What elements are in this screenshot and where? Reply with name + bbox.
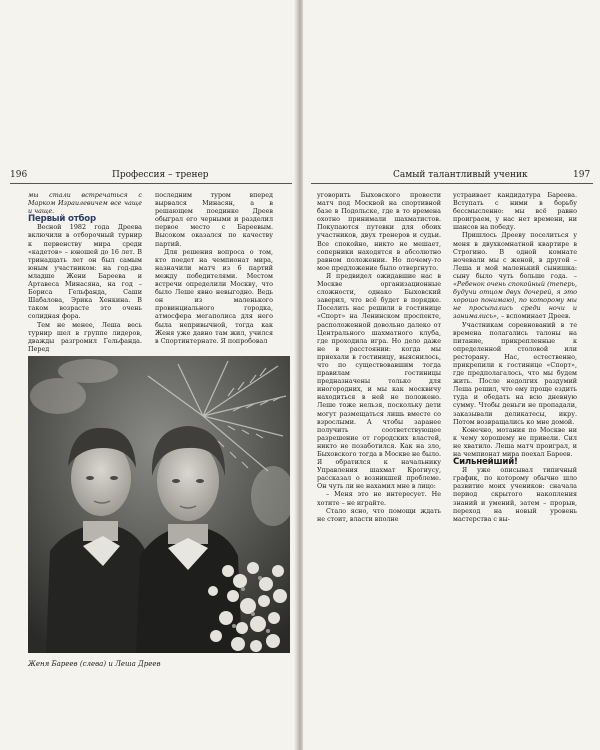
section-heading-first-selection: Первый отбор [28,214,96,225]
photo-bareev-dreev [28,356,290,653]
paragraph: Я предвидел ожидавшие нас в Москве организационные сложности, однако Быховский заверил, что всё будет в порядке. Поселить нас решили в гостинице «Спорт» на Ленинском проспекте, расположенной довольно далеко от Центрального шахматного клуба, где проходила игра. Но дело даже не в расстоянии: когда мы приехали в гостиницу, выяснилось, что по существовавшим тогда правилам гостиницы предназначены только для иногородних, и мы как москвичу находиться в ней не положено. Леше тоже нельзя, поскольку дети могут размещаться лишь вместе со взрослыми. А чтобы заранее получить соответствующее разрешение от городских властей, никто не позаботился. Как на зло, Быховского тогда в Москве не было. Я обратился к начальнику Управления шахмат Крогиусу, рассказал о возникшей проблеме. Он чуть ли не нахамил мне в лицо: [317,271,441,491]
right-page [303,0,600,750]
paragraph: – Меня это не интересует. Не хотите – не играйте. [317,490,441,507]
right-column-1 [317,191,441,523]
paragraph: Тем не менее, Леша весь турнир шел в группе лидеров, дважды разгромил Гельфанда. Перед [28,320,142,353]
right-running-head: Самый талантливый ученик [393,170,528,180]
section-heading-strongest: Сильнейший! [453,457,518,468]
paragraph: последним туром вперед вырвался Минасян, а в решающем поединке Дреев обыграл его черными и разделил первое место с Бареевым. Высоком оказался по качеству партий. [155,191,273,248]
paragraph: уговорить Быховского провести матч под Москвой на спортивной базе в Подольске, где в то времена охотно принимали шахматистов. Покупаются путевки для обоих участников, двух тренеров и судьи. Все спокойно, никто не мешает, соперники находятся в абсолютно равном положении. Но почему-то мое предложение было отвергнуто. [317,191,441,272]
paragraph: Я уже описывал типичный график, по которому обычно шло развитие моих учеников: сначала период скрытого накопления знаний и умений, затем – прорыв, переход на новый уровень мастерства с вы- [453,466,577,523]
left-column-2 [155,191,273,345]
left-page-number: 196 [10,170,28,180]
paragraph: Стало ясно, что помощи ждать не стоит, власти вполне [317,506,441,523]
intro-paragraph: мы стали встречаться с Марком Израилевичем все чаще и чаще. [28,191,142,216]
paragraph: Конечно, мотания по Москве ни к чему хорошему не привели. Сил не хватило. Леша матч проиграл, и на чемпионат мира поехал Бареев. [453,425,577,458]
paragraph: Весной 1982 года Дреева включили в отборочный турнир к первенству мира среди «кадетов» – юношей до 16 лет. В тринадцать лет он был самым юным участником: на год-два младше Жени Бареева и Артавеса Минасяна, на год – Бориса Гельфанда, Саши Шабалова, Эрика Хенкина. В таком возрасте это очень солидная фора. [28,223,142,321]
paragraph: Пришлось Дрееву поселиться у меня в двухкомнатной квартире в Строгино. В одной комнате ночевали мы с женой, в другой – Леша и мой маленький сынишка: сыну было чуть больше года. – «Ребенок очень спокойный (теперь, будучи отцом двух дочерей, я это хорошо понимаю), по которому мы не просыпались среди ночи и занимались», – вспоминает Дреев. [453,231,577,321]
left-header-rule [10,183,292,184]
left-column-1 [28,191,142,353]
right-header-rule [311,183,593,184]
photo-caption: Женя Бареев (слева) и Леша Дреев [28,660,161,668]
paragraph: Для решения вопроса о том, кто поедет на чемпионат мира, назначили матч из 6 партий между победителями. Местом встречи определили Москву, что было Леше явно невыгодно. Ведь он из маленького провинциального городка, атмосфера мегаполиса для него была непривычной, тогда как Женя уже давно там жил, учился в Спортинтернате. Я попробовал [155,247,273,345]
paragraph: Участникам соревнований в те времена полагались талоны на питание, прикрепленные к определенной столовой или ресторану. Нас, естественно, прикрепили к гостинице «Спорт», где предполагалось, что мы будем жить. После недолгих раздумий Леша решил, что ему проще ездить туда и обедать на всю дневную сумму. Чтобы деньги не пропадали, заказывали деликатесы, икру. Потом возвращались ко мне домой. [453,320,577,426]
left-running-head: Профессия – тренер [112,170,209,180]
paragraph: устраивает кандидатура Бареева. Вступать с ними в борьбу бессмысленно: мы всё равно проиграем, у нас нет времени, ни шансов на победу. [453,191,577,232]
right-page-number: 197 [573,170,591,180]
left-page [0,0,297,750]
right-column-2 [453,191,577,523]
boys-photo-image [28,356,290,653]
